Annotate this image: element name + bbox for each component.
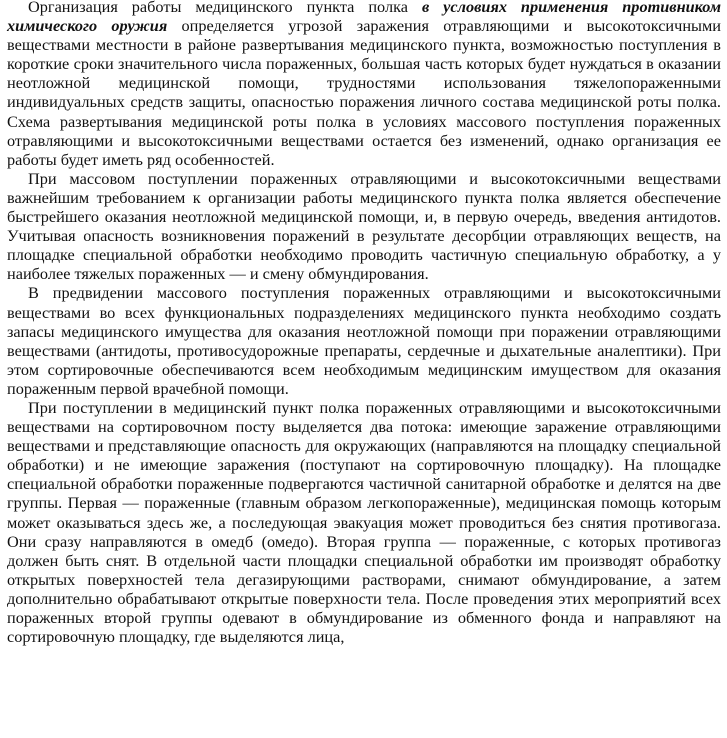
emphasized-phrase: в условиях применения противником химического оружия [7,0,721,36]
paragraph-mass-casualties: При массовом поступлении пораженных отравляющими и высокотоксичными веществами важнейшим требованием к организации работы медицинского пункта полка является обеспечение быстрейшего оказания неотложной медицинской помощи, и, в первую очередь, введения антидотов. Учитывая опасность возникновения поражений в результате десорбции отравляющих веществ, на площадке специальной обработки необходимо проводить частичную специальную обработку, а у наиболее тяжелых пораженных — и смену обмундирования. [7,168,721,284]
paragraph-chemical-weapons-intro [7,0,721,169]
paragraph-sorting-post: При поступлении в медицинский пункт полка пораженных отравляющими и высокотоксичными веществами на сортировочном посту выделяется два потока: имеющие заражение отравляющими веществами и представляющие опасность для окружающих (направляются на площадку специальной обработки) и не имеющие заражения (поступают на сортировочную площадку). На площадке специальной обработки пораженные подвергаются частичной санитарной обработке и делятся на две группы. Первая — пораженные (главным образом легкопораженные), медицинская помощь которым может оказываться здесь же, а последующая эвакуация может проводиться без снятия противогаза. Они сразу направляются в омедб (омедо). Вторая группа — пораженные, с которых противогаз должен быть снят. В отдельной части площадки специальной обработки им производят обработку открытых поверхностей тела дегазирующими растворами, снимают обмундирование, а затем дополнительно обрабатывают открытые поверхности тела. После проведения этих мероприятий всех пораженных второй группы одевают в обмундирование из обменного фонда и направляют на сортировочную площадку, где выделяются лица, [7,397,721,647]
paragraph-lead-text: Организация работы медицинского пункта полка [28,0,422,16]
paragraph-continuation-text: определяется угрозой заражения отравляющими и высокотоксичными веществами местности в районе развертывания медицинского пункта, возможностью поступления в короткие сроки значительного числа пораженных, большая часть которых будет нуждаться в оказании неотложной медицинской помощи, трудностями использования тяжелопораженными индивидуальных средств защиты, опасностью поражения личного состава медицинской роты полка. Схема развертывания медицинской роты полка в условиях массового поступления пораженных отравляющими и высокотоксичными веществами остается без изменений, однако организация ее работы будет иметь ряд особенностей. [7,16,721,169]
paragraph-medical-supplies: В предвидении массового поступления пораженных отравляющими и высокотоксичными веществами во всех функциональных подразделениях медицинского пункта необходимо создать запасы медицинского имущества для оказания неотложной помощи при поражении отравляющими веществами (антидоты, противосудорожные препараты, сердечные и дыхательные аналептики). При этом сортировочные обеспечиваются всем необходимым медицинским имуществом для оказания пораженным первой врачебной помощи. [7,283,721,398]
